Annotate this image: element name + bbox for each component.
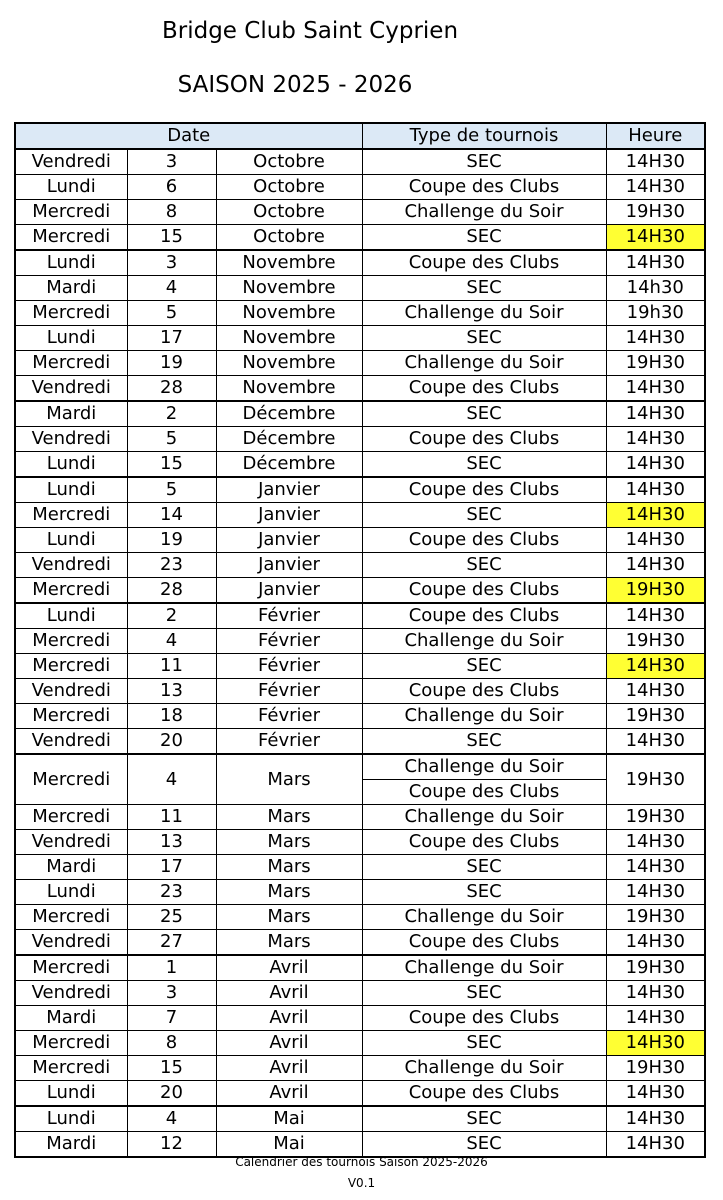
footer-version: V0.1 bbox=[347, 1176, 376, 1190]
month-cell: Octobre bbox=[216, 225, 362, 251]
day-number-cell: 12 bbox=[127, 1132, 216, 1158]
day-cell: Vendredi bbox=[15, 679, 127, 704]
day-number-cell: 7 bbox=[127, 1006, 216, 1031]
hour-cell: 19H30 bbox=[606, 955, 705, 981]
tournament-type-cell: Coupe des Clubs bbox=[362, 376, 606, 402]
day-number-cell: 15 bbox=[127, 1056, 216, 1081]
tournament-calendar-table bbox=[14, 122, 706, 1158]
tournament-type-cell: Challenge du Soir bbox=[362, 754, 606, 780]
month-cell: Décembre bbox=[216, 452, 362, 478]
tournament-type-cell: SEC bbox=[362, 880, 606, 905]
day-number-cell: 3 bbox=[127, 981, 216, 1006]
tournament-type-cell: Coupe des Clubs bbox=[362, 780, 606, 805]
day-cell: Lundi bbox=[15, 477, 127, 503]
day-cell: Vendredi bbox=[15, 427, 127, 452]
day-cell: Mercredi bbox=[15, 955, 127, 981]
day-cell: Mercredi bbox=[15, 301, 127, 326]
month-cell: Avril bbox=[216, 1081, 362, 1107]
table-row bbox=[15, 351, 705, 376]
tournament-type-cell: Coupe des Clubs bbox=[362, 830, 606, 855]
tournament-type-cell: SEC bbox=[362, 729, 606, 755]
hour-cell: 19H30 bbox=[606, 1056, 705, 1081]
day-cell: Lundi bbox=[15, 326, 127, 351]
table-row bbox=[15, 175, 705, 200]
month-cell: Mai bbox=[216, 1106, 362, 1132]
month-cell: Février bbox=[216, 679, 362, 704]
hour-cell: 14H30 bbox=[606, 553, 705, 578]
day-number-cell: 15 bbox=[127, 225, 216, 251]
day-number-cell: 20 bbox=[127, 729, 216, 755]
hour-cell: 14H30 bbox=[606, 401, 705, 427]
day-number-cell: 3 bbox=[127, 250, 216, 276]
hour-cell: 14H30 bbox=[606, 1081, 705, 1107]
hour-cell: 14H30 bbox=[606, 1106, 705, 1132]
day-cell: Lundi bbox=[15, 880, 127, 905]
day-cell: Vendredi bbox=[15, 981, 127, 1006]
day-cell: Vendredi bbox=[15, 376, 127, 402]
day-cell: Mercredi bbox=[15, 1031, 127, 1056]
day-cell: Lundi bbox=[15, 250, 127, 276]
day-number-cell: 13 bbox=[127, 679, 216, 704]
month-cell: Novembre bbox=[216, 326, 362, 351]
tournament-type-cell: SEC bbox=[362, 276, 606, 301]
tournament-type-cell: Coupe des Clubs bbox=[362, 578, 606, 604]
tournament-type-cell: SEC bbox=[362, 452, 606, 478]
table-row bbox=[15, 1081, 705, 1107]
day-cell: Vendredi bbox=[15, 553, 127, 578]
tournament-type-cell: SEC bbox=[362, 1106, 606, 1132]
day-number-cell: 14 bbox=[127, 503, 216, 528]
table-row bbox=[15, 629, 705, 654]
table-row bbox=[15, 1056, 705, 1081]
table-row bbox=[15, 654, 705, 679]
month-cell: Février bbox=[216, 729, 362, 755]
hour-cell: 19h30 bbox=[606, 301, 705, 326]
day-number-cell: 3 bbox=[127, 149, 216, 175]
hour-cell: 14h30 bbox=[606, 276, 705, 301]
table-row bbox=[15, 679, 705, 704]
hour-cell: 14H30 bbox=[606, 603, 705, 629]
table-row bbox=[15, 981, 705, 1006]
day-cell: Mardi bbox=[15, 1006, 127, 1031]
month-cell: Avril bbox=[216, 955, 362, 981]
tournament-type-cell: Challenge du Soir bbox=[362, 905, 606, 930]
day-cell: Mardi bbox=[15, 276, 127, 301]
table-row bbox=[15, 1106, 705, 1132]
month-cell: Décembre bbox=[216, 401, 362, 427]
month-cell: Octobre bbox=[216, 200, 362, 225]
tournament-type-cell: Coupe des Clubs bbox=[362, 1081, 606, 1107]
tournament-type-cell: SEC bbox=[362, 1132, 606, 1158]
tournament-type-cell: Coupe des Clubs bbox=[362, 528, 606, 553]
table-row bbox=[15, 578, 705, 604]
month-cell: Novembre bbox=[216, 351, 362, 376]
month-cell: Janvier bbox=[216, 477, 362, 503]
day-number-cell: 17 bbox=[127, 855, 216, 880]
hour-cell: 14H30 bbox=[606, 175, 705, 200]
day-number-cell: 4 bbox=[127, 276, 216, 301]
day-number-cell: 1 bbox=[127, 955, 216, 981]
day-number-cell: 2 bbox=[127, 401, 216, 427]
table-row bbox=[15, 603, 705, 629]
hour-cell: 14H30 bbox=[606, 654, 705, 679]
tournament-type-cell: SEC bbox=[362, 981, 606, 1006]
table-row bbox=[15, 250, 705, 276]
table-row bbox=[15, 503, 705, 528]
day-number-cell: 4 bbox=[127, 629, 216, 654]
day-cell: Mardi bbox=[15, 1132, 127, 1158]
month-cell: Février bbox=[216, 654, 362, 679]
footer-caption: Calendrier des tournois Saison 2025-2026 bbox=[235, 1155, 488, 1169]
tournament-type-cell: Challenge du Soir bbox=[362, 301, 606, 326]
hour-cell: 14H30 bbox=[606, 855, 705, 880]
month-cell: Octobre bbox=[216, 175, 362, 200]
tournament-type-cell: SEC bbox=[362, 401, 606, 427]
column-header-type: Type de tournois bbox=[362, 123, 606, 149]
hour-cell: 14H30 bbox=[606, 427, 705, 452]
hour-cell: 19H30 bbox=[606, 805, 705, 830]
table-row bbox=[15, 452, 705, 478]
day-number-cell: 23 bbox=[127, 880, 216, 905]
table-row bbox=[15, 149, 705, 175]
day-cell: Mercredi bbox=[15, 629, 127, 654]
tournament-type-cell: Coupe des Clubs bbox=[362, 250, 606, 276]
table-row bbox=[15, 376, 705, 402]
day-cell: Mercredi bbox=[15, 905, 127, 930]
month-cell: Novembre bbox=[216, 250, 362, 276]
tournament-type-cell: Challenge du Soir bbox=[362, 704, 606, 729]
day-number-cell: 2 bbox=[127, 603, 216, 629]
month-cell: Avril bbox=[216, 1031, 362, 1056]
month-cell: Mars bbox=[216, 880, 362, 905]
table-row bbox=[15, 553, 705, 578]
day-number-cell: 23 bbox=[127, 553, 216, 578]
month-cell: Octobre bbox=[216, 149, 362, 175]
day-cell: Vendredi bbox=[15, 830, 127, 855]
day-cell: Lundi bbox=[15, 175, 127, 200]
hour-cell: 19H30 bbox=[606, 754, 705, 805]
day-cell: Mercredi bbox=[15, 225, 127, 251]
table-row bbox=[15, 1132, 705, 1158]
table-row bbox=[15, 805, 705, 830]
hour-cell: 14H30 bbox=[606, 225, 705, 251]
hour-cell: 14H30 bbox=[606, 679, 705, 704]
month-cell: Février bbox=[216, 603, 362, 629]
month-cell: Janvier bbox=[216, 503, 362, 528]
table-row bbox=[15, 930, 705, 956]
day-cell: Mercredi bbox=[15, 503, 127, 528]
month-cell: Novembre bbox=[216, 276, 362, 301]
tournament-type-cell: SEC bbox=[362, 225, 606, 251]
hour-cell: 14H30 bbox=[606, 880, 705, 905]
month-cell: Mai bbox=[216, 1132, 362, 1158]
tournament-type-cell: Coupe des Clubs bbox=[362, 175, 606, 200]
table-row bbox=[15, 704, 705, 729]
table-row bbox=[15, 225, 705, 251]
day-number-cell: 28 bbox=[127, 376, 216, 402]
table-header-row bbox=[15, 123, 705, 149]
month-cell: Mars bbox=[216, 754, 362, 805]
tournament-type-cell: Coupe des Clubs bbox=[362, 603, 606, 629]
table-row bbox=[15, 754, 705, 780]
hour-cell: 19H30 bbox=[606, 704, 705, 729]
day-number-cell: 17 bbox=[127, 326, 216, 351]
day-number-cell: 8 bbox=[127, 200, 216, 225]
tournament-type-cell: Challenge du Soir bbox=[362, 200, 606, 225]
tournament-type-cell: Challenge du Soir bbox=[362, 1056, 606, 1081]
day-number-cell: 8 bbox=[127, 1031, 216, 1056]
hour-cell: 14H30 bbox=[606, 1132, 705, 1158]
tournament-type-cell: Challenge du Soir bbox=[362, 351, 606, 376]
month-cell: Avril bbox=[216, 1056, 362, 1081]
table-row bbox=[15, 528, 705, 553]
tournament-type-cell: Coupe des Clubs bbox=[362, 427, 606, 452]
table-row bbox=[15, 326, 705, 351]
month-cell: Mars bbox=[216, 805, 362, 830]
month-cell: Mars bbox=[216, 905, 362, 930]
hour-cell: 14H30 bbox=[606, 930, 705, 956]
month-cell: Mars bbox=[216, 855, 362, 880]
month-cell: Avril bbox=[216, 1006, 362, 1031]
month-cell: Janvier bbox=[216, 553, 362, 578]
day-cell: Mercredi bbox=[15, 654, 127, 679]
tournament-type-cell: Challenge du Soir bbox=[362, 955, 606, 981]
day-cell: Mardi bbox=[15, 401, 127, 427]
day-number-cell: 18 bbox=[127, 704, 216, 729]
table-row bbox=[15, 276, 705, 301]
day-number-cell: 5 bbox=[127, 427, 216, 452]
tournament-type-cell: Coupe des Clubs bbox=[362, 477, 606, 503]
day-cell: Lundi bbox=[15, 1106, 127, 1132]
hour-cell: 14H30 bbox=[606, 452, 705, 478]
day-cell: Mardi bbox=[15, 855, 127, 880]
day-cell: Lundi bbox=[15, 528, 127, 553]
table-row bbox=[15, 955, 705, 981]
day-cell: Mercredi bbox=[15, 1056, 127, 1081]
tournament-type-cell: SEC bbox=[362, 503, 606, 528]
day-cell: Mercredi bbox=[15, 704, 127, 729]
month-cell: Janvier bbox=[216, 528, 362, 553]
table-row bbox=[15, 855, 705, 880]
tournament-type-cell: SEC bbox=[362, 553, 606, 578]
column-header-hour: Heure bbox=[606, 123, 705, 149]
hour-cell: 14H30 bbox=[606, 528, 705, 553]
table-row bbox=[15, 830, 705, 855]
day-cell: Mercredi bbox=[15, 805, 127, 830]
day-cell: Vendredi bbox=[15, 729, 127, 755]
table-row bbox=[15, 427, 705, 452]
tournament-type-cell: SEC bbox=[362, 1031, 606, 1056]
tournament-type-cell: Coupe des Clubs bbox=[362, 679, 606, 704]
column-header-date: Date bbox=[15, 123, 362, 149]
day-number-cell: 20 bbox=[127, 1081, 216, 1107]
hour-cell: 14H30 bbox=[606, 477, 705, 503]
day-number-cell: 11 bbox=[127, 805, 216, 830]
table-row bbox=[15, 1031, 705, 1056]
day-number-cell: 5 bbox=[127, 301, 216, 326]
month-cell: Janvier bbox=[216, 578, 362, 604]
month-cell: Décembre bbox=[216, 427, 362, 452]
hour-cell: 19H30 bbox=[606, 351, 705, 376]
day-cell: Mercredi bbox=[15, 351, 127, 376]
month-cell: Mars bbox=[216, 830, 362, 855]
day-number-cell: 19 bbox=[127, 528, 216, 553]
table-row bbox=[15, 729, 705, 755]
hour-cell: 14H30 bbox=[606, 149, 705, 175]
day-number-cell: 4 bbox=[127, 754, 216, 805]
hour-cell: 19H30 bbox=[606, 200, 705, 225]
table-row bbox=[15, 1006, 705, 1031]
month-cell: Février bbox=[216, 704, 362, 729]
day-cell: Lundi bbox=[15, 603, 127, 629]
day-number-cell: 15 bbox=[127, 452, 216, 478]
day-number-cell: 28 bbox=[127, 578, 216, 604]
hour-cell: 19H30 bbox=[606, 578, 705, 604]
hour-cell: 14H30 bbox=[606, 729, 705, 755]
month-cell: Novembre bbox=[216, 376, 362, 402]
table-row bbox=[15, 401, 705, 427]
club-title: Bridge Club Saint Cyprien bbox=[161, 18, 459, 44]
day-number-cell: 11 bbox=[127, 654, 216, 679]
table-row bbox=[15, 880, 705, 905]
tournament-type-cell: SEC bbox=[362, 326, 606, 351]
month-cell: Février bbox=[216, 629, 362, 654]
day-cell: Lundi bbox=[15, 1081, 127, 1107]
day-cell: Lundi bbox=[15, 452, 127, 478]
day-number-cell: 13 bbox=[127, 830, 216, 855]
hour-cell: 14H30 bbox=[606, 376, 705, 402]
day-cell: Vendredi bbox=[15, 149, 127, 175]
table-row bbox=[15, 477, 705, 503]
tournament-type-cell: SEC bbox=[362, 654, 606, 679]
day-number-cell: 27 bbox=[127, 930, 216, 956]
tournament-type-cell: Challenge du Soir bbox=[362, 805, 606, 830]
month-cell: Avril bbox=[216, 981, 362, 1006]
day-number-cell: 19 bbox=[127, 351, 216, 376]
day-cell: Vendredi bbox=[15, 930, 127, 956]
tournament-type-cell: Coupe des Clubs bbox=[362, 1006, 606, 1031]
day-cell: Mercredi bbox=[15, 754, 127, 805]
table-row bbox=[15, 905, 705, 930]
tournament-type-cell: Challenge du Soir bbox=[362, 629, 606, 654]
day-number-cell: 25 bbox=[127, 905, 216, 930]
season-title: SAISON 2025 - 2026 bbox=[177, 72, 413, 98]
day-number-cell: 4 bbox=[127, 1106, 216, 1132]
hour-cell: 19H30 bbox=[606, 905, 705, 930]
table-row bbox=[15, 301, 705, 326]
day-cell: Mercredi bbox=[15, 578, 127, 604]
tournament-type-cell: SEC bbox=[362, 149, 606, 175]
hour-cell: 14H30 bbox=[606, 326, 705, 351]
tournament-type-cell: SEC bbox=[362, 855, 606, 880]
hour-cell: 14H30 bbox=[606, 830, 705, 855]
hour-cell: 14H30 bbox=[606, 250, 705, 276]
table-body bbox=[15, 149, 705, 1157]
day-number-cell: 6 bbox=[127, 175, 216, 200]
table-row bbox=[15, 200, 705, 225]
hour-cell: 14H30 bbox=[606, 1006, 705, 1031]
month-cell: Novembre bbox=[216, 301, 362, 326]
hour-cell: 19H30 bbox=[606, 629, 705, 654]
day-cell: Mercredi bbox=[15, 200, 127, 225]
day-number-cell: 5 bbox=[127, 477, 216, 503]
tournament-type-cell: Coupe des Clubs bbox=[362, 930, 606, 956]
hour-cell: 14H30 bbox=[606, 981, 705, 1006]
month-cell: Mars bbox=[216, 930, 362, 956]
hour-cell: 14H30 bbox=[606, 1031, 705, 1056]
hour-cell: 14H30 bbox=[606, 503, 705, 528]
